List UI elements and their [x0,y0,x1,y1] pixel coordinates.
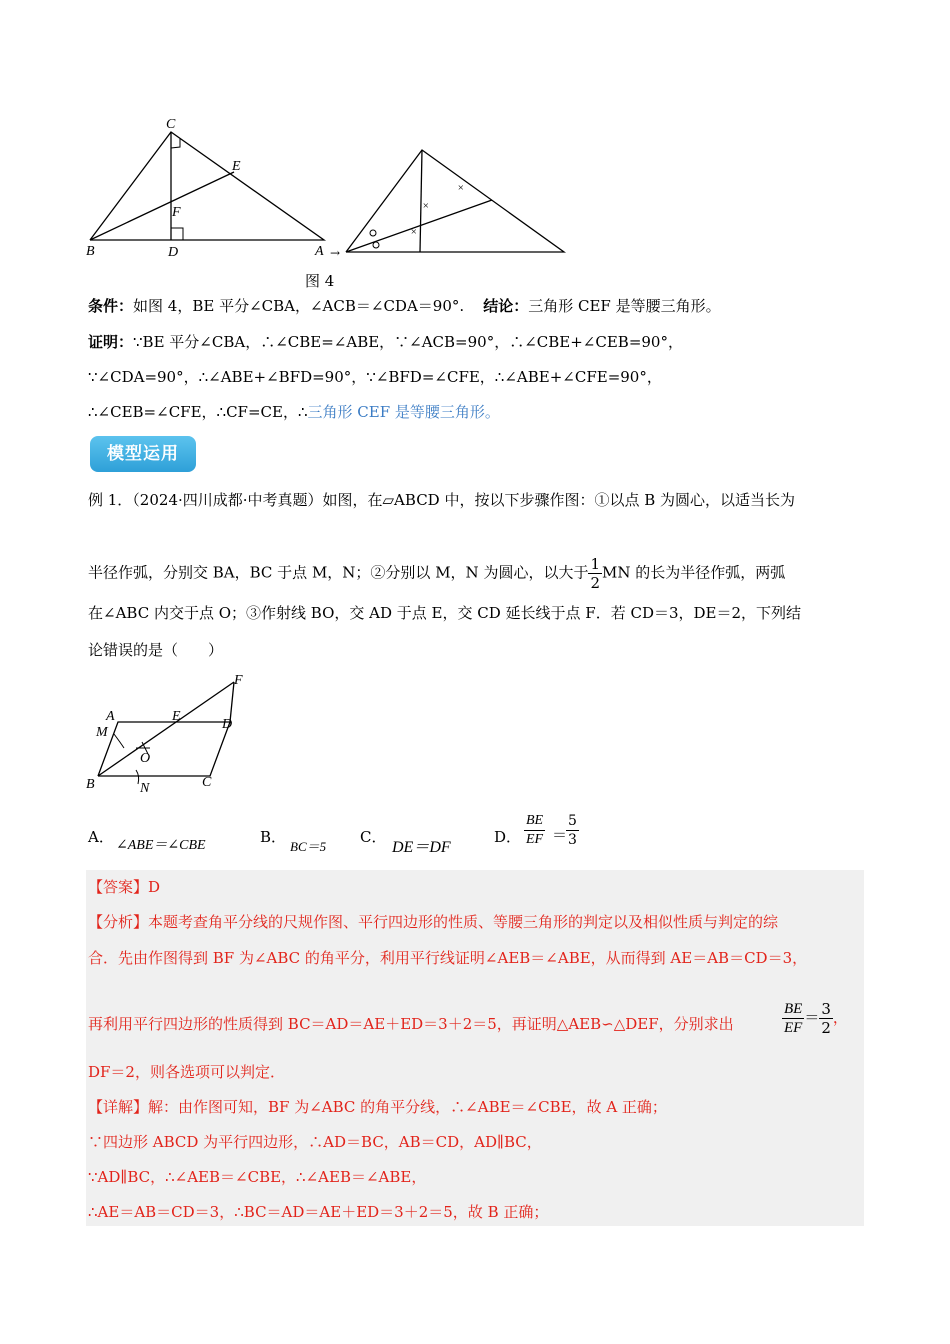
label-o: O [140,751,151,766]
fraction-half: $\frac{1}{2}$ [590,555,600,592]
example-line-3: 在∠ABC 内交于点 O；③作射线 BO，交 AD 于点 E，交 CD 延长线于点 F．若 CD＝3，DE＝2，下列结 [88,604,802,622]
label-f: F [172,205,181,220]
detail-label: 【详解】 [88,1098,149,1116]
angle-mark-circle-lower [373,242,379,248]
label-n: N [140,781,150,796]
option-c-text: DE＝DF [392,839,451,856]
label-e: E [232,159,241,174]
figure-caption: 图 4 [305,272,335,290]
label-d: D [222,717,233,732]
label-a: A [315,244,324,259]
example-line-2: 半径作弧，分别交 BA，BC 于点 M，N；②分别以 M，N 为圆心，以大于 $\frac{1}{2}$ MN 的长为半径作弧，两弧 [88,555,786,592]
detail-line-3: ∵AD∥BC，∴∠AEB＝∠CBE，∴∠AEB＝∠ABE， [88,1168,427,1186]
analysis-line-1: 【分析】本题考查角平分线的尺规作图、平行四边形的性质、等腰三角形的判定以及相似性质与判定的综 [88,913,779,931]
label-e: E [172,709,181,724]
analysis-fraction: $\frac{BE}{EF}$ ＝ $\frac{3}{2}$ ， [784,1000,848,1037]
label-d: D [168,245,179,260]
angle-mark-circle-upper [370,230,376,236]
proof-conclusion: 三角形 CEF 是等腰三角形。 [307,403,500,421]
analysis-line-4: DF＝2，则各选项可以判定． [88,1063,285,1081]
analysis-label: 【分析】 [88,913,149,931]
analysis-line-3: 再利用平行四边形的性质得到 BC＝AD＝AE＋ED＝3＋2＝5，再证明△AEB∽△DEF，分别求出 [88,1015,734,1033]
option-d-value: $\frac{5}{3}$ [568,813,577,848]
label-b: B [86,777,95,792]
analysis-line-2: 合．先由作图得到 BF 为∠ABC 的角平分，利用平行线证明∠AEB＝∠ABE，从而得到 AE＝AB＝CD＝3， [88,949,808,967]
figure-arrow: → [330,246,341,260]
answer-line [88,877,160,897]
condition-line [88,296,721,316]
proof-label: 证明： [88,333,134,351]
detail-line-2: ∵四边形 ABCD 为平行四边形，∴AD＝BC，AB＝CD，AD∥BC， [88,1133,542,1151]
label-a: A [106,709,115,724]
conclusion-text: 三角形 CEF 是等腰三角形。 [528,297,721,315]
option-d-fraction: $\frac{BE}{EF}$ [526,813,544,847]
proof-line-2: ∵∠CDA=90°，∴∠ABE+∠BFD=90°，∵∠BFD=∠CFE，∴∠ABE+∠CFE=90°， [88,368,662,386]
label-c: C [166,117,176,132]
label-c: C [202,775,212,790]
svg-text:×: × [422,200,430,212]
svg-text:×: × [457,182,465,194]
figure-4-right-triangle [342,146,568,258]
detail-line-4: ∴AE＝AB＝CD＝3，∴BC＝AD＝AE＋ED＝3＋2＝5，故 B 正确； [88,1203,549,1221]
option-d-label: D． [494,828,522,846]
proof-line-1: 证明：∵BE 平分∠CBA，∴∠CBE=∠ABE，∵∠ACB=90°，∴∠CBE+∠CEB=90°， [88,333,683,351]
detail-line-1: 【详解】解：由作图可知，BF 为∠ABC 的角平分线，∴∠ABE＝∠CBE，故 A 正确； [88,1098,667,1116]
option-a-label: A． [88,828,114,846]
option-b-text: BC＝5 [290,839,327,854]
option-b-label: B． [260,828,287,846]
example-line-1: 例 1．（2024·四川成都·中考真题）如图，在▱ABCD 中，按以下步骤作图：①以点 B 为圆心，以适当长为 [88,491,796,509]
parallelogram-figure [84,670,254,798]
answer-value: D [148,878,161,896]
condition-label: 条件： [88,297,134,315]
option-c-label: C． [360,828,387,846]
options-row: A． ∠ABE＝∠CBE B． BC＝5 C． DE＝DF D． $\frac{BE}{EF}$ ＝ $\frac{5}{3}$ [88,813,577,856]
figure-4-left-triangle [84,112,334,262]
section-title-model-use: 模型运用 [90,436,196,472]
conclusion-label: 结论： [483,297,529,315]
svg-text:×: × [410,226,418,238]
option-a-text: ∠ABE＝∠CBE [116,838,206,853]
proof-line-3: ∴∠CEB=∠CFE，∴CF=CE，∴三角形 CEF 是等腰三角形。 [88,403,500,421]
label-b: B [86,244,95,259]
answer-label: 【答案】 [88,878,149,896]
condition-text: 如图 4，BE 平分∠CBA，∠ACB＝∠CDA＝90°. [133,297,465,315]
example-line-4: 论错误的是（ ） [88,641,224,659]
label-m: M [96,725,108,740]
label-f: F [234,673,243,688]
